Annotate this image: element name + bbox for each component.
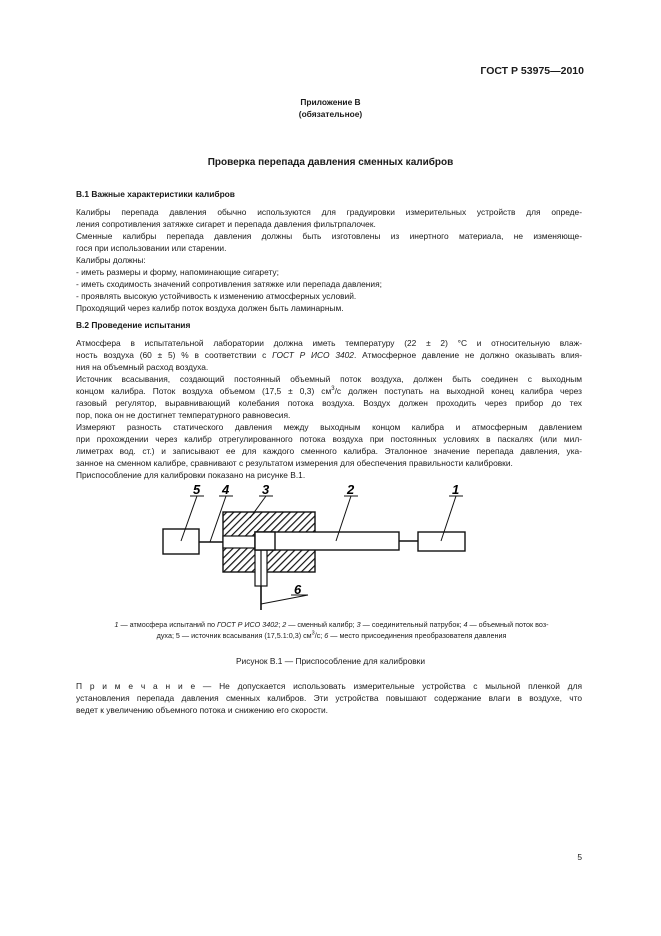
label-2: 2 xyxy=(347,482,355,497)
s1-line-2: ления сопротивления затяжке сигарет и перепада давления фильтрпалочек. xyxy=(76,219,376,229)
note xyxy=(76,680,582,716)
document-title: Проверка перепада давления сменных калибров xyxy=(207,157,454,168)
label-1: 1 xyxy=(452,482,460,497)
gost-reference: ГОСТ Р ИСО 3402 xyxy=(272,350,354,360)
s2-p3-line-4: занное на сменном калибре, сравнивают с результатом измерения для обеспечения правильности калибровки. xyxy=(76,458,513,468)
note-line-1: П р и м е ч а н и е — Не допускается использовать измерительные устройства с мыльной пленкой для xyxy=(76,681,582,691)
s1-line-4: гося при использовании или старении. xyxy=(76,243,227,253)
section-1-heading: В.1 Важные характеристики калибров xyxy=(76,189,235,199)
s2-p2-line-2: концом калибра. Поток воздуха объемом (17,5 ± 0,3) $см^3/с$ должен поступать на выходной конец калибра через xyxy=(76,386,582,396)
s1-line-1: Калибры перепада давления обычно используются для градуировки измерительных устройств для опреде- xyxy=(76,207,582,217)
s2-p1-line-1: Атмосфера в испытательной лаборатории должна иметь температуру (22 ± 2) °С и относительную влаж- xyxy=(76,338,582,348)
s2-p1-line-3: ния на объемный расход воздуха. xyxy=(76,362,209,372)
annex-title: Приложение В xyxy=(300,97,361,107)
s2-p3-line-2: при прохождении через калибр отрегулированного потока воздуха при постоянных условиях в паскалях (или мил- xyxy=(76,434,582,444)
calibration-device-figure xyxy=(150,482,480,612)
test-atmosphere-box xyxy=(418,532,465,551)
page-number: 5 xyxy=(577,852,582,862)
annex-status: (обязательное) xyxy=(298,109,363,119)
figure-legend-line-1: 1 — атмосфера испытаний по ГОСТ Р ИСО 3402; 2 — сменный калибр; 3 — соединительный патрубок; 4 — объемный поток воз- xyxy=(114,620,549,629)
s2-p3-line-3: лиметрах вод. ст.) и записывают ее для каждого сменного калибра. Эталонное значение перепада давления, ука- xyxy=(76,446,582,456)
s1-line-5: Калибры должны: xyxy=(76,255,146,265)
note-line-3: ведет к увеличению объемного потока и снижению его скорости. xyxy=(76,705,328,715)
s2-p4: Приспособление для калибровки показано на рисунке В.1. xyxy=(76,470,306,480)
label-5: 5 xyxy=(193,482,201,497)
label-3: 3 xyxy=(262,482,270,497)
label-4: 4 xyxy=(222,482,230,497)
s2-p2-line-3: газовый регулятор, выравнивающий колебания потока воздуха. Воздух должен проходить через прибор до тех xyxy=(76,398,582,408)
s2-p3-line-1: Измеряют разность статического давления между выходным концом калибра и атмосферным давлением xyxy=(76,422,582,432)
calibration-rod xyxy=(255,532,399,550)
s1-line-9: Проходящий через калибр поток воздуха должен быть ламинарным. xyxy=(76,303,344,313)
suction-source-box xyxy=(163,529,199,554)
s2-p1-line-2: ность воздуха (60 ± 5) % в соответствии с ГОСТ Р ИСО 3402. Атмосферное давление не должно оказывать влия- xyxy=(76,350,582,360)
figure-legend-line-2: духа; 5 — источник всасывания (17,5.1:0,3) $см^3/с$; 6 — место присоединения преобразователя давления xyxy=(156,630,507,640)
standard-number: ГОСТ Р 53975—2010 xyxy=(480,65,584,77)
s1-list-item-3: - проявлять высокую устойчивость к изменению атмосферных условий. xyxy=(76,291,357,301)
s1-line-3: Сменные калибры перепада давления должны быть изготовлены из инертного материала, не изменяюще- xyxy=(76,231,582,241)
figure-title: Рисунок В.1 — Приспособление для калибровки xyxy=(235,656,426,666)
section-1 xyxy=(76,188,582,314)
note-line-2: установления перепада давления сменных калибров. Эти устройства повышают содержание влаги в воздухе, что xyxy=(76,693,582,703)
s2-p2-line-1: Источник всасывания, создающий постоянный объемный поток воздуха, должен быть соединен с выходным xyxy=(76,374,582,384)
s1-list-item-2: - иметь сходимость значений сопротивления затяжке или перепада давления; xyxy=(76,279,382,289)
section-2-heading: В.2 Проведение испытания xyxy=(76,320,191,330)
label-6: 6 xyxy=(294,582,302,597)
s1-list-item-1: - иметь размеры и форму, напоминающие сигарету; xyxy=(76,267,279,277)
s2-p2-line-4: пор, пока он не достигнет температурного равновесия. xyxy=(76,410,291,420)
section-2 xyxy=(76,319,582,481)
